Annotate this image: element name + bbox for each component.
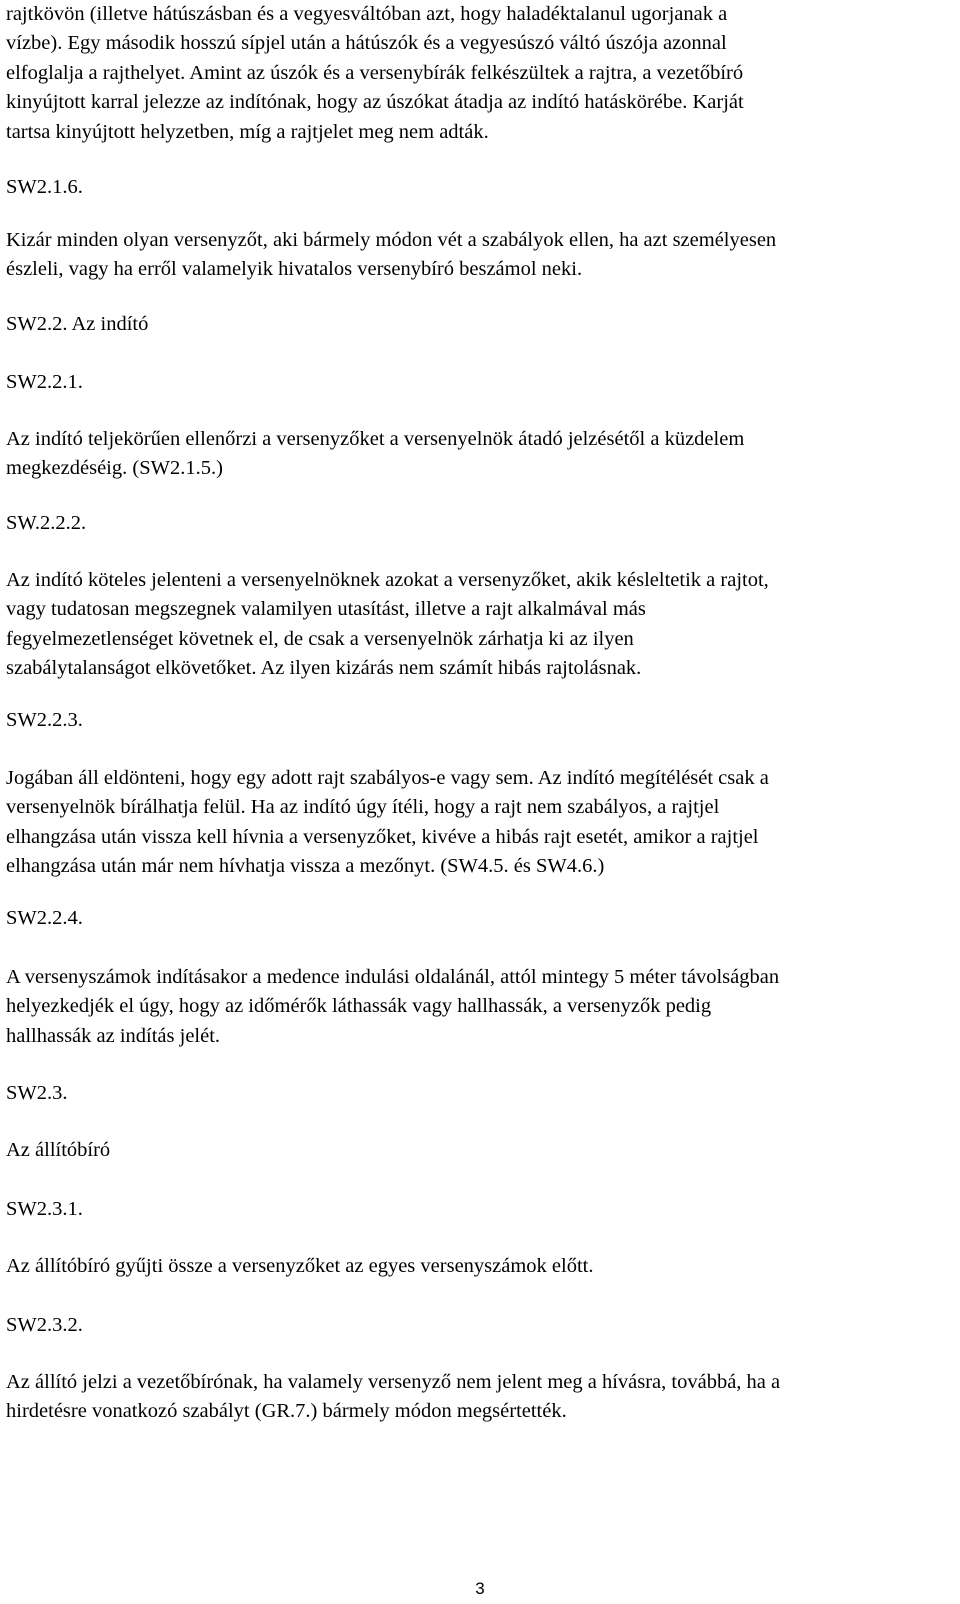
heading-sw2-3-2 [6, 1311, 83, 1340]
text-line: Az állítóbíró [6, 1139, 111, 1161]
text-line: SW2.3.1. [6, 1198, 83, 1220]
text-sw2-3-1 [6, 1252, 593, 1281]
text-line: hallhassák az indítás jelét. [6, 1024, 221, 1047]
text-line: Az állító jelzi a vezetőbírónak, ha valamely versenyző nem jelent meg a hívásra, továbbá, ha a [6, 1371, 781, 1393]
text-line: Kizár minden olyan versenyzőt, aki bármely módon vét a szabályok ellen, ha azt személyesen [6, 229, 777, 251]
heading-allitobiro [6, 1136, 110, 1165]
text-sw2-2-4 [6, 963, 779, 1051]
text-line: Az indító teljekörűen ellenőrzi a versenyzőket a versenyelnök átadó jelzésétől a küzdelem [6, 428, 745, 450]
text-sw2-2-2 [6, 566, 769, 684]
text-line: tartsa kinyújtott helyzetben, míg a rajtjelet meg nem adták. [6, 120, 489, 143]
text-line: versenyelnök bírálhatja felül. Ha az indító úgy ítéli, hogy a rajt nem szabályos, a rajtjel [6, 796, 720, 819]
heading-sw2-2 [6, 310, 148, 339]
text-line: SW2.3.2. [6, 1314, 83, 1336]
text-line: megkezdéséig. (SW2.1.5.) [6, 457, 223, 480]
text-line: Jogában áll eldönteni, hogy egy adott rajt szabályos-e vagy sem. Az indító megítélését csak a [6, 767, 769, 789]
heading-sw2-2-3 [6, 706, 83, 735]
text-sw2-3-2 [6, 1368, 780, 1427]
heading-sw2-3-1 [6, 1195, 83, 1224]
text-line: SW2.2.4. [6, 907, 83, 929]
text-line: rajtkövön (illetve hátúszásban és a vegyesváltóban azt, hogy haladéktalanul ugorjanak a [6, 3, 728, 25]
text-line: kinyújtott karral jelezze az indítónak, hogy az úszókat átadja az indító hatáskörébe. Karját [6, 91, 744, 114]
heading-sw2-3 [6, 1079, 68, 1108]
text-line: SW2.1.6. [6, 176, 83, 198]
text-line: szabálytalanságot elkövetőket. Az ilyen kizárás nem számít hibás rajtolásnak. [6, 657, 642, 680]
text-line: helyezkedjék el úgy, hogy az időmérők láthassák vagy hallhassák, a versenyzők pedig [6, 995, 712, 1018]
text-sw2-2-1 [6, 425, 744, 484]
heading-sw2-2-4 [6, 904, 83, 933]
text-line: vízbe). Egy második hosszú sípjel után a hátúszók és a vegyesúszó váltó úszója azonnal [6, 32, 727, 55]
text-sw2-2-3 [6, 764, 769, 882]
heading-sw2-2-1 [6, 368, 83, 397]
text-line: hirdetésre vonatkozó szabályt (GR.7.) bármely módon megsértették. [6, 1400, 567, 1423]
text-line: észleli, vagy ha erről valamelyik hivatalos versenybíró beszámol neki. [6, 258, 583, 281]
text-line: A versenyszámok indításakor a medence indulási oldalánál, attól mintegy 5 méter távolságban [6, 966, 780, 988]
text-line: elfoglalja a rajthelyet. Amint az úszók és a versenybírák felkészültek a rajtra, a vezetőbíró [6, 61, 744, 84]
text-line: elhangzása után már nem hívhatja vissza a mezőnyt. (SW4.5. és SW4.6.) [6, 855, 605, 878]
text-line: SW.2.2.2. [6, 512, 87, 534]
intro-paragraph [6, 0, 744, 147]
text-line: SW2.2. Az indító [6, 313, 149, 335]
text-line: elhangzása után vissza kell hívnia a versenyzőket, kivéve a hibás rajt esetét, amikor a rajtjel [6, 825, 759, 848]
text-line: Az állítóbíró gyűjti össze a versenyzőket az egyes versenyszámok előtt. [6, 1255, 594, 1277]
page-number: 3 [475, 1579, 485, 1598]
text-line: fegyelmezetlenséget követnek el, de csak a versenyelnök zárhatja ki az ilyen [6, 627, 634, 650]
text-line: vagy tudatosan megszegnek valamilyen utasítást, illetve a rajt alkalmával más [6, 598, 646, 621]
text-sw2-1-6 [6, 226, 776, 285]
text-line: SW2.2.3. [6, 709, 83, 731]
heading-sw2-1-6 [6, 173, 83, 202]
text-line: SW2.3. [6, 1082, 68, 1104]
text-line: SW2.2.1. [6, 371, 83, 393]
text-line: Az indító köteles jelenteni a versenyelnöknek azokat a versenyzőket, akik késleltetik a rajtot, [6, 569, 769, 591]
heading-sw2-2-2 [6, 509, 86, 538]
